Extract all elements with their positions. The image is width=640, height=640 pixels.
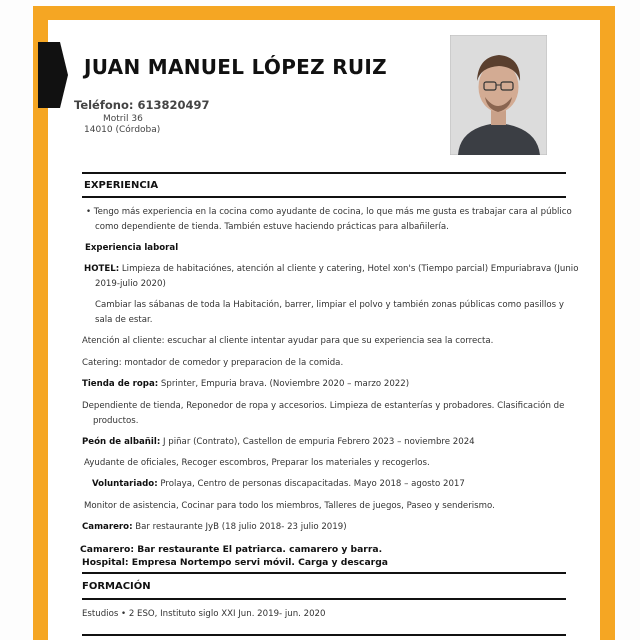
job-mason-tasks: Ayudante de oficiales, Recoger escombros, Preparar los materiales y recogerlos. bbox=[84, 458, 430, 468]
job-waiter-2: Camarero: Bar restaurante El patriarca. camarero y barra. bbox=[80, 544, 383, 555]
section-title-experience: EXPERIENCIA bbox=[84, 180, 159, 191]
job-catering: Catering: montador de comedor y preparacion de la comida. bbox=[82, 358, 344, 368]
job-mason-details: J piñar (Contrato), Castellon de empuria Febrero 2023 – noviembre 2024 bbox=[160, 437, 475, 447]
job-attention: Atención al cliente: escuchar al cliente intentar ayudar para que su experiencia sea la correcta. bbox=[82, 336, 494, 346]
job-clothes-label: Tienda de ropa: bbox=[82, 379, 159, 389]
divider-line bbox=[82, 634, 566, 636]
job-clothes-tasks: productos. bbox=[93, 416, 139, 426]
address-street: Motril 36 bbox=[103, 114, 143, 124]
divider-line bbox=[82, 598, 566, 600]
education-studies: Estudios • 2 ESO, Instituto siglo XXI Jun. 2019- jun. 2020 bbox=[82, 609, 326, 619]
profile-photo bbox=[450, 35, 547, 155]
job-clothes-tasks: Dependiente de tienda, Reponedor de ropa y accesorios. Limpieza de estanterías y probadores. Clasificación de bbox=[82, 401, 565, 411]
job-hotel-label: HOTEL: bbox=[84, 264, 120, 274]
job-hotel bbox=[84, 264, 578, 274]
job-volunteer-label: Voluntariado: bbox=[92, 479, 158, 489]
work-experience-heading: Experiencia laboral bbox=[85, 243, 179, 253]
phone-number: Teléfono: 613820497 bbox=[74, 98, 210, 112]
job-hospital: Hospital: Empresa Nortempo servi móvil. Carga y descarga bbox=[82, 557, 388, 568]
job-clothes-store bbox=[82, 379, 409, 389]
job-volunteer bbox=[92, 479, 465, 489]
experience-summary: • Tengo más experiencia en la cocina como ayudante de cocina, lo que más me gusta es trabajar cara al público bbox=[86, 207, 572, 217]
section-title-education: FORMACIÓN bbox=[82, 581, 151, 592]
job-hotel-tasks: sala de estar. bbox=[95, 315, 153, 325]
job-mason-label: Peón de albañil: bbox=[82, 437, 161, 447]
job-waiter-label: Camarero: bbox=[82, 522, 133, 532]
experience-summary: como dependiente de tienda. También estuve haciendo prácticas para albañilería. bbox=[95, 222, 449, 232]
accent-border-right bbox=[600, 6, 615, 640]
divider-line bbox=[82, 196, 566, 198]
job-hotel-dates: 2019-julio 2020) bbox=[95, 279, 166, 289]
address-city: 14010 (Córdoba) bbox=[84, 125, 161, 135]
job-waiter-details: Bar restaurante JyB (18 julio 2018- 23 julio 2019) bbox=[132, 522, 347, 532]
divider-line bbox=[82, 172, 566, 174]
job-waiter bbox=[82, 522, 347, 532]
accent-border-top bbox=[33, 6, 615, 20]
job-volunteer-details: Prolaya, Centro de personas discapacitadas. Mayo 2018 – agosto 2017 bbox=[157, 479, 465, 489]
job-clothes-details: Sprinter, Empuria brava. (Noviembre 2020 – marzo 2022) bbox=[158, 379, 410, 389]
job-volunteer-tasks: Monitor de asistencia, Cocinar para todo los miembros, Talleres de juegos, Paseo y senderismo. bbox=[84, 501, 495, 511]
divider-line bbox=[82, 572, 566, 574]
black-tab-icon bbox=[38, 42, 68, 108]
job-hotel-tasks: Cambiar las sábanas de toda la Habitación, barrer, limpiar el polvo y también zonas públicas como pasillos y bbox=[95, 300, 564, 310]
candidate-name: JUAN MANUEL LÓPEZ RUIZ bbox=[84, 55, 387, 79]
job-mason bbox=[82, 437, 475, 447]
job-hotel-details: Limpieza de habitaciónes, atención al cliente y catering, Hotel xon's (Tiempo parcial) Empuriabrava (Junio bbox=[119, 264, 579, 274]
